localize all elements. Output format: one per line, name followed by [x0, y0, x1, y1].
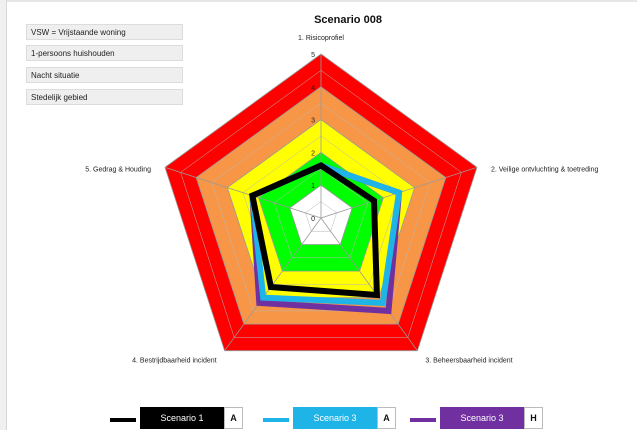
legend-grade-scenario-3h: H [524, 407, 543, 429]
tick-label-5: 5 [311, 52, 315, 59]
axis-label-4: 4. Bestrijdbaarheid incident [132, 357, 217, 365]
legend-label-scenario-1: Scenario 1 [140, 407, 224, 429]
chart-title: Scenario 008 [314, 14, 382, 26]
info-box-household: 1-persoons huishouden [26, 45, 183, 61]
info-box-area: Stedelijk gebied [26, 89, 183, 105]
info-box-situation: Nacht situatie [26, 67, 183, 83]
legend-label-scenario-3a: Scenario 3 [293, 407, 377, 429]
tick-label-1: 1 [311, 183, 315, 191]
legend-grade-scenario-3a: A [377, 407, 396, 429]
legend-line-scenario-1 [110, 418, 136, 422]
tick-label-0: 0 [311, 216, 315, 223]
legend-label-scenario-3h: Scenario 3 [440, 407, 524, 429]
axis-label-1: 1. Risicoprofiel [298, 35, 344, 42]
axis-label-2: 2. Veilige ontvluchting & toetreding [490, 166, 599, 174]
legend-grade-scenario-1: A [224, 407, 243, 429]
info-box-building-type: VSW = Vrijstaande woning [26, 24, 183, 40]
axis-label-3: 3. Beheersbaarheid incident [425, 357, 513, 365]
tick-label-2: 2 [311, 150, 315, 158]
axis-label-5: 5. Gedrag & Houding [85, 166, 152, 174]
legend-line-scenario-3h [410, 418, 436, 422]
tick-label-3: 3 [311, 117, 315, 125]
tick-label-4: 4 [311, 84, 315, 92]
legend-line-scenario-3a [263, 418, 289, 422]
